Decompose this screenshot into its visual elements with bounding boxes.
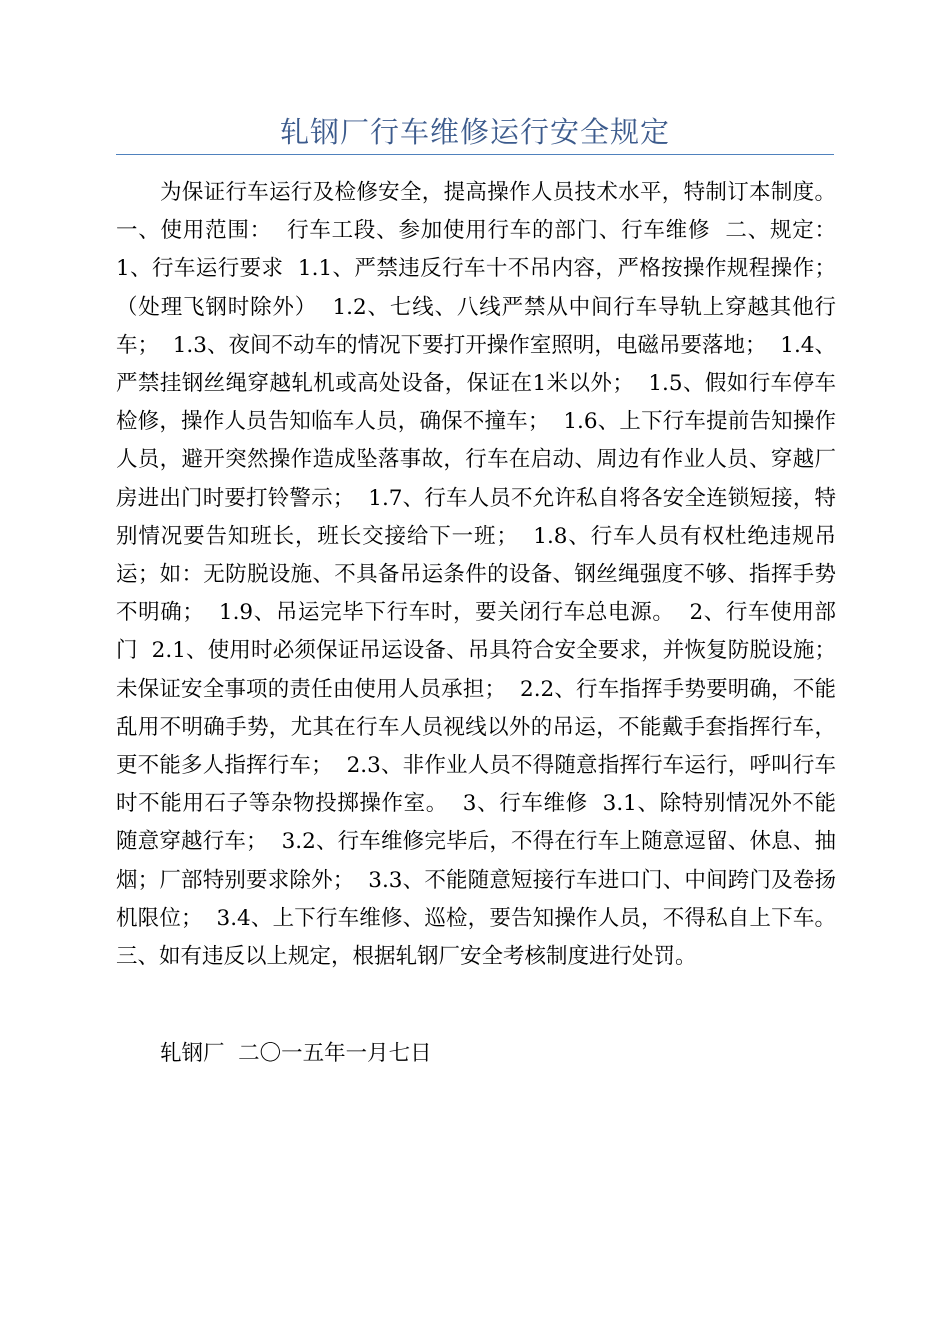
title-underline: [116, 154, 834, 155]
signature-line: 轧钢厂 二〇一五年一月七日: [160, 1041, 432, 1066]
document-title: 轧钢厂行车维修运行安全规定: [279, 115, 670, 149]
document-body: 为保证行车运行及检修安全，提高操作人员技术水平，特制订本制度。 一、使用范围： 行车工段、参加使用行车的部门、行车维修 二、规定： 1、行车运行要求 1.1、严禁违反行车十不吊内容，严格按操作规程操作；（处理飞钢时除外） 1.2、七线、八线严禁从中间行车导轨上穿越其他行车； 1.3、夜间不动车的情况下要打开操作室照明，电磁吊要落地； 1.4、严禁挂钢丝绳穿越轧机或高处设备，保证在1米以外； 1.5、假如行车停车检修，操作人员告知临车人员，确保不撞车； 1.6、上下行车提前告知操作人员，避开突然操作造成坠落事故，行车在启动、周边有作业人员、穿越厂房进出门时要打铃警示； 1.7、行车人员不允许私自将各安全连锁短接，特别情况要告知班长，班长交接给下一班； 1.8、行车人员有权杜绝违规吊运；如：无防脱设施、不具备吊运条件的设备、钢丝绳强度不够、指挥手势不明确； 1.9、吊运完毕下行车时，要关闭行车总电源。 2、行车使用部门 2.1、使用时必须保证吊运设备、吊具符合安全要求，并恢复防脱设施；未保证安全事项的责任由使用人员承担； 2.2、行车指挥手势要明确，不能乱用不明确手势，尤其在行车人员视线以外的吊运，不能戴手套指挥行车，更不能多人指挥行车； 2.3、非作业人员不得随意指挥行车运行，呼叫行车时不能用石子等杂物投掷操作室。 3、行车维修 3.1、除特别情况外不能随意穿越行车； 3.2、行车维修完毕后，不得在行车上随意逗留、休息、抽烟；厂部特别要求除外； 3.3、不能随意短接行车进口门、中间跨门及卷扬机限位； 3.4、上下行车维修、巡检，要告知操作人员，不得私自上下车。 三、如有违反以上规定，根据轧钢厂安全考核制度进行处罚。: [116, 180, 850, 970]
